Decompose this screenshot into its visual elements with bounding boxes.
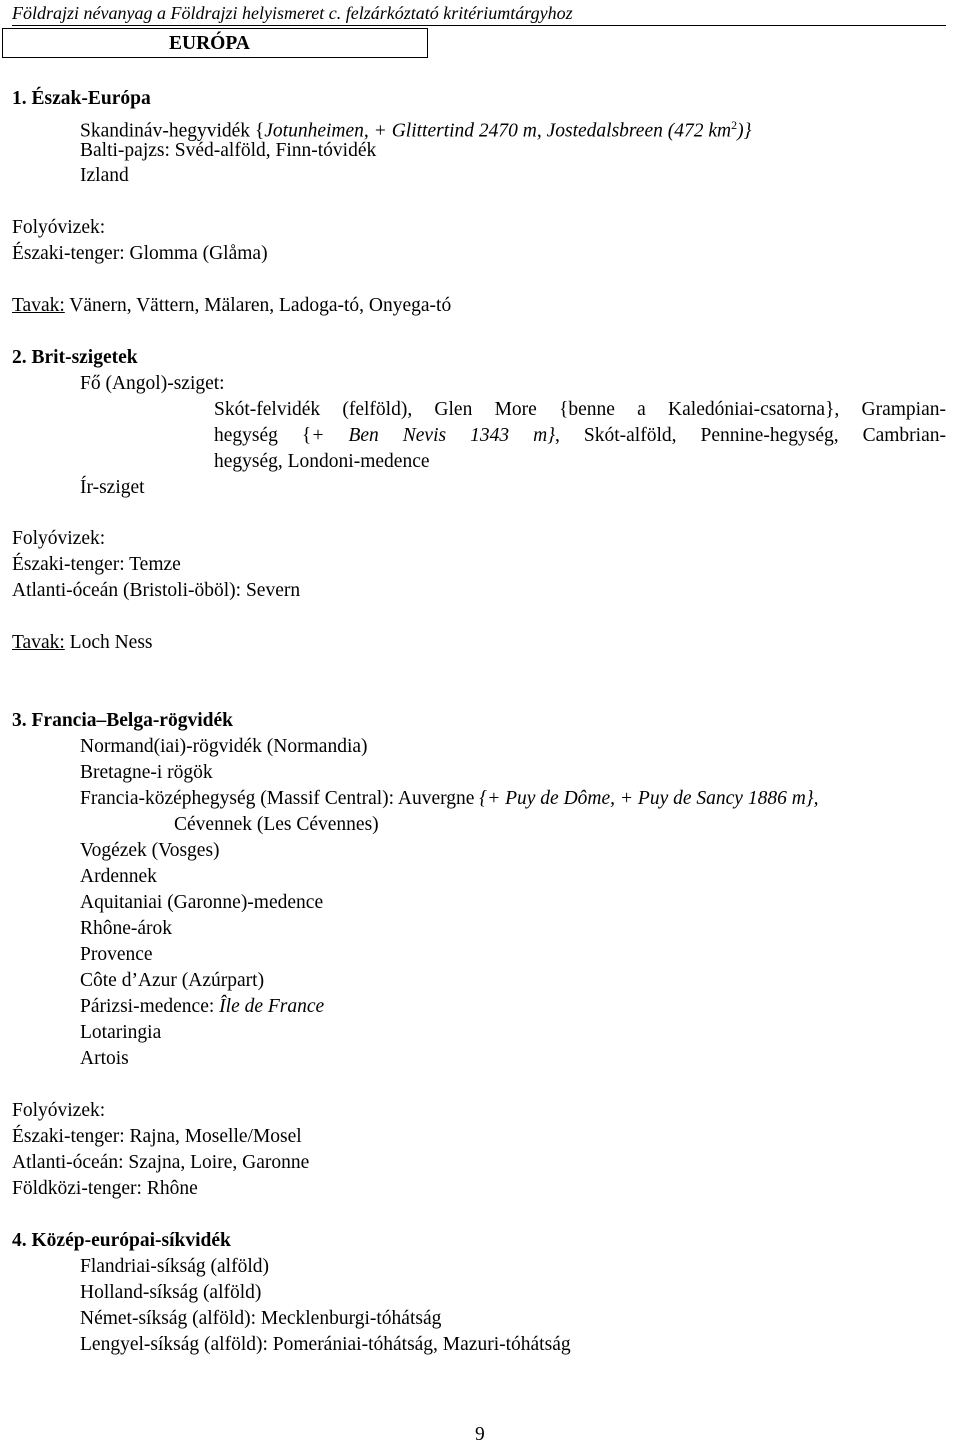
- s1-rivers-1: Északi-tenger: Glomma (Glåma): [12, 243, 268, 264]
- s2-desc-3: hegység, Londoni-medence: [214, 451, 430, 472]
- s1-rivers-label: Folyóvizek:: [12, 217, 106, 238]
- s2-rivers-2: Atlanti-óceán (Bristoli-öböl): Severn: [12, 580, 301, 601]
- continent-title-box: [2, 28, 428, 58]
- s3-rivers-2: Atlanti-óceán: Szajna, Loire, Garonne: [12, 1152, 310, 1173]
- s3-rivers-1: Északi-tenger: Rajna, Moselle/Mosel: [12, 1126, 302, 1147]
- s3-item: Rhône-árok: [80, 918, 173, 939]
- s2-desc-2: hegység {+ Ben Nevis 1343 m}, Skót-alföld, Pennine-hegység, Cambrian-: [214, 425, 946, 446]
- s3-paris-basin: Párizsi-medence: Île de France: [80, 996, 325, 1017]
- s3-item: Normand(iai)-rögvidék (Normandia): [80, 736, 368, 757]
- s1-lakes: Tavak: Vänern, Vättern, Mälaren, Ladoga-tó, Onyega-tó: [12, 295, 452, 316]
- s3-item: Artois: [80, 1048, 129, 1069]
- s3-item: Lotaringia: [80, 1022, 162, 1043]
- s4-item: Lengyel-síkság (alföld): Pomerániai-tóhátság, Mazuri-tóhátság: [80, 1334, 571, 1355]
- section-4-title: 4. Közép-európai-síkvidék: [12, 1230, 231, 1251]
- s3-item: Aquitaniai (Garonne)-medence: [80, 892, 324, 913]
- s3-item: Provence: [80, 944, 153, 965]
- s3-massif-central-cont: Cévennek (Les Cévennes): [174, 814, 379, 835]
- page-number: 9: [475, 1424, 485, 1445]
- s2-rivers-label: Folyóvizek:: [12, 528, 106, 549]
- s2-main-island: Fő (Angol)-sziget:: [80, 373, 225, 394]
- s1-line-2: Balti-pajzs: Svéd-alföld, Finn-tóvidék: [80, 140, 377, 161]
- continent-title: EURÓPA: [169, 33, 250, 54]
- s3-item: Ardennek: [80, 866, 157, 887]
- section-1-title: 1. Észak-Európa: [12, 88, 151, 109]
- s2-ireland: Ír-sziget: [80, 477, 145, 498]
- s2-rivers-1: Északi-tenger: Temze: [12, 554, 181, 575]
- s4-item: Német-síkság (alföld): Mecklenburgi-tóhátság: [80, 1308, 442, 1329]
- section-2-title: 2. Brit-szigetek: [12, 347, 138, 368]
- s3-item: Bretagne-i rögök: [80, 762, 213, 783]
- s3-rivers-3: Földközi-tenger: Rhône: [12, 1178, 198, 1199]
- s3-item: Côte d’Azur (Azúrpart): [80, 970, 265, 991]
- section-3-title: 3. Francia–Belga-rögvidék: [12, 710, 233, 731]
- s4-item: Holland-síkság (alföld): [80, 1282, 262, 1303]
- s3-rivers-label: Folyóvizek:: [12, 1100, 106, 1121]
- s3-massif-central: Francia-középhegység (Massif Central): Auvergne {+ Puy de Dôme, + Puy de Sancy 1886 m},: [80, 788, 819, 809]
- s2-lakes: Tavak: Loch Ness: [12, 632, 153, 653]
- s1-line-1: Skandináv-hegyvidék {Jotunheimen, + Glittertind 2470 m, Jostedalsbreen (472 $km^2$)}: [80, 118, 752, 142]
- s1-line-3: Izland: [80, 165, 129, 186]
- s3-item: Vogézek (Vosges): [80, 840, 220, 861]
- s2-desc-1: Skót-felvidék (felföld), Glen More {benne a Kaledóniai-csatorna}, Grampian-: [214, 399, 946, 420]
- running-header: Földrajzi névanyag a Földrajzi helyismeret c. felzárkóztató kritériumtárgyhoz: [12, 2, 946, 26]
- s4-item: Flandriai-síkság (alföld): [80, 1256, 269, 1277]
